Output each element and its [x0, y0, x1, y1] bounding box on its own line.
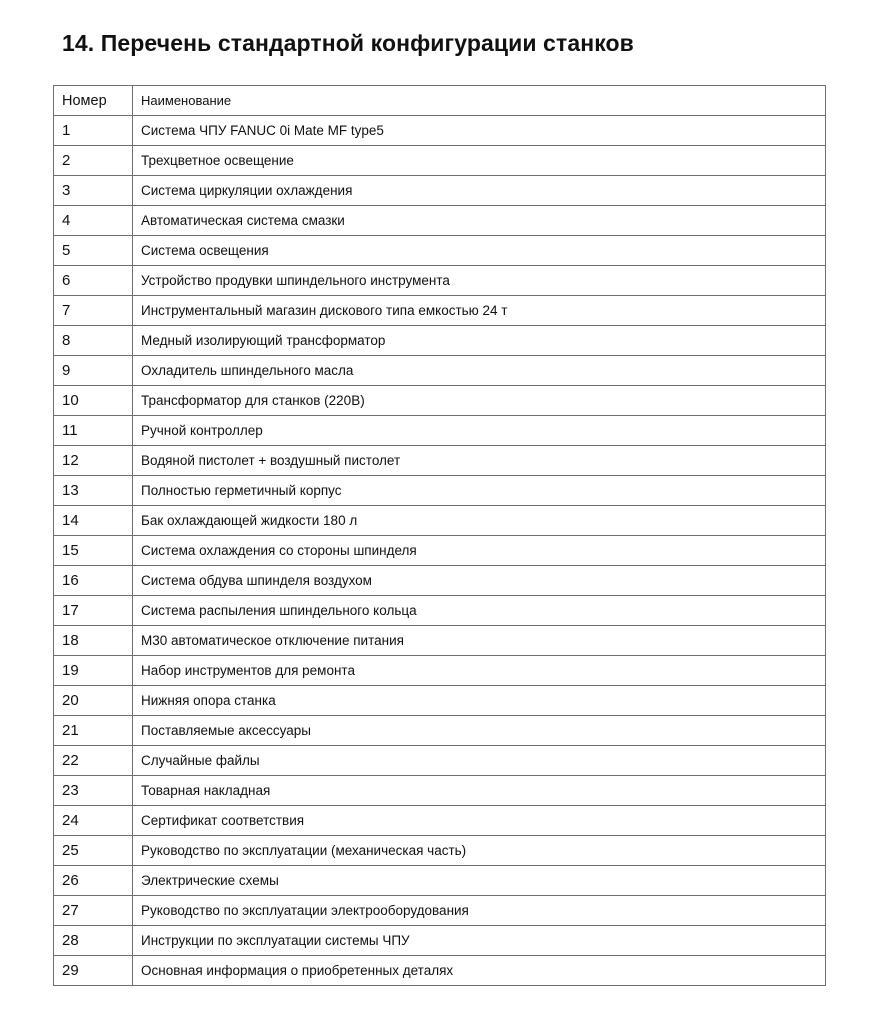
- row-name-cell: Сертификат соответствия: [133, 806, 826, 836]
- table-row: [54, 446, 826, 476]
- table-row: [54, 956, 826, 986]
- row-name-cell: Система ЧПУ FANUC 0i Mate MF type5: [133, 116, 826, 146]
- row-number-cell: 25: [54, 836, 133, 866]
- row-name-cell: Ручной контроллер: [133, 416, 826, 446]
- row-name-cell: Руководство по эксплуатации (механическая часть): [133, 836, 826, 866]
- row-name-cell: Система обдува шпинделя воздухом: [133, 566, 826, 596]
- table-header-row: [54, 86, 826, 116]
- table-row: [54, 806, 826, 836]
- row-name-cell: Система охлаждения со стороны шпинделя: [133, 536, 826, 566]
- row-number-cell: 24: [54, 806, 133, 836]
- row-number-cell: 13: [54, 476, 133, 506]
- table-row: [54, 386, 826, 416]
- row-number-cell: 23: [54, 776, 133, 806]
- row-number-cell: 15: [54, 536, 133, 566]
- row-number-cell: 1: [54, 116, 133, 146]
- row-name-cell: Набор инструментов для ремонта: [133, 656, 826, 686]
- table-row: [54, 296, 826, 326]
- row-name-cell: Товарная накладная: [133, 776, 826, 806]
- table-row: [54, 896, 826, 926]
- row-number-cell: 14: [54, 506, 133, 536]
- row-name-cell: Руководство по эксплуатации электрооборудования: [133, 896, 826, 926]
- table-row: [54, 596, 826, 626]
- row-name-cell: Система циркуляции охлаждения: [133, 176, 826, 206]
- row-number-cell: 20: [54, 686, 133, 716]
- row-name-cell: Инструментальный магазин дискового типа емкостью 24 т: [133, 296, 826, 326]
- row-number-cell: 2: [54, 146, 133, 176]
- table-row: [54, 356, 826, 386]
- document-title: 14. Перечень стандартной конфигурации станков: [62, 30, 634, 56]
- table-body: [54, 116, 826, 986]
- row-name-cell: Охладитель шпиндельного масла: [133, 356, 826, 386]
- row-number-cell: 5: [54, 236, 133, 266]
- row-number-cell: 26: [54, 866, 133, 896]
- table-row: [54, 686, 826, 716]
- row-number-cell: 18: [54, 626, 133, 656]
- table-row: [54, 146, 826, 176]
- row-name-cell: Поставляемые аксессуары: [133, 716, 826, 746]
- table-row: [54, 776, 826, 806]
- header-number: Номер: [54, 86, 133, 116]
- row-name-cell: Система освещения: [133, 236, 826, 266]
- row-name-cell: Случайные файлы: [133, 746, 826, 776]
- row-name-cell: Нижняя опора станка: [133, 686, 826, 716]
- row-number-cell: 12: [54, 446, 133, 476]
- table-row: [54, 536, 826, 566]
- table-row: [54, 236, 826, 266]
- row-name-cell: Электрические схемы: [133, 866, 826, 896]
- row-name-cell: Трехцветное освещение: [133, 146, 826, 176]
- row-name-cell: М30 автоматическое отключение питания: [133, 626, 826, 656]
- row-number-cell: 7: [54, 296, 133, 326]
- table-row: [54, 656, 826, 686]
- table-row: [54, 566, 826, 596]
- row-name-cell: Медный изолирующий трансформатор: [133, 326, 826, 356]
- row-name-cell: Полностью герметичный корпус: [133, 476, 826, 506]
- table-row: [54, 326, 826, 356]
- header-name: Наименование: [133, 86, 826, 116]
- table-row: [54, 926, 826, 956]
- row-name-cell: Водяной пистолет + воздушный пистолет: [133, 446, 826, 476]
- row-number-cell: 19: [54, 656, 133, 686]
- configuration-table: [53, 85, 826, 986]
- row-number-cell: 17: [54, 596, 133, 626]
- row-number-cell: 11: [54, 416, 133, 446]
- row-number-cell: 21: [54, 716, 133, 746]
- table-row: [54, 476, 826, 506]
- table-row: [54, 716, 826, 746]
- row-name-cell: Инструкции по эксплуатации системы ЧПУ: [133, 926, 826, 956]
- row-number-cell: 4: [54, 206, 133, 236]
- table-row: [54, 746, 826, 776]
- table-row: [54, 206, 826, 236]
- table-row: [54, 836, 826, 866]
- row-number-cell: 10: [54, 386, 133, 416]
- row-number-cell: 8: [54, 326, 133, 356]
- table-row: [54, 416, 826, 446]
- row-number-cell: 28: [54, 926, 133, 956]
- row-number-cell: 9: [54, 356, 133, 386]
- table-row: [54, 866, 826, 896]
- row-name-cell: Устройство продувки шпиндельного инструмента: [133, 266, 826, 296]
- table-row: [54, 266, 826, 296]
- row-number-cell: 3: [54, 176, 133, 206]
- table-row: [54, 626, 826, 656]
- table-row: [54, 506, 826, 536]
- row-name-cell: Бак охлаждающей жидкости 180 л: [133, 506, 826, 536]
- row-name-cell: Система распыления шпиндельного кольца: [133, 596, 826, 626]
- table-row: [54, 176, 826, 206]
- table-row: [54, 116, 826, 146]
- row-name-cell: Автоматическая система смазки: [133, 206, 826, 236]
- row-number-cell: 22: [54, 746, 133, 776]
- row-name-cell: Основная информация о приобретенных деталях: [133, 956, 826, 986]
- row-name-cell: Трансформатор для станков (220В): [133, 386, 826, 416]
- row-number-cell: 27: [54, 896, 133, 926]
- row-number-cell: 16: [54, 566, 133, 596]
- row-number-cell: 29: [54, 956, 133, 986]
- row-number-cell: 6: [54, 266, 133, 296]
